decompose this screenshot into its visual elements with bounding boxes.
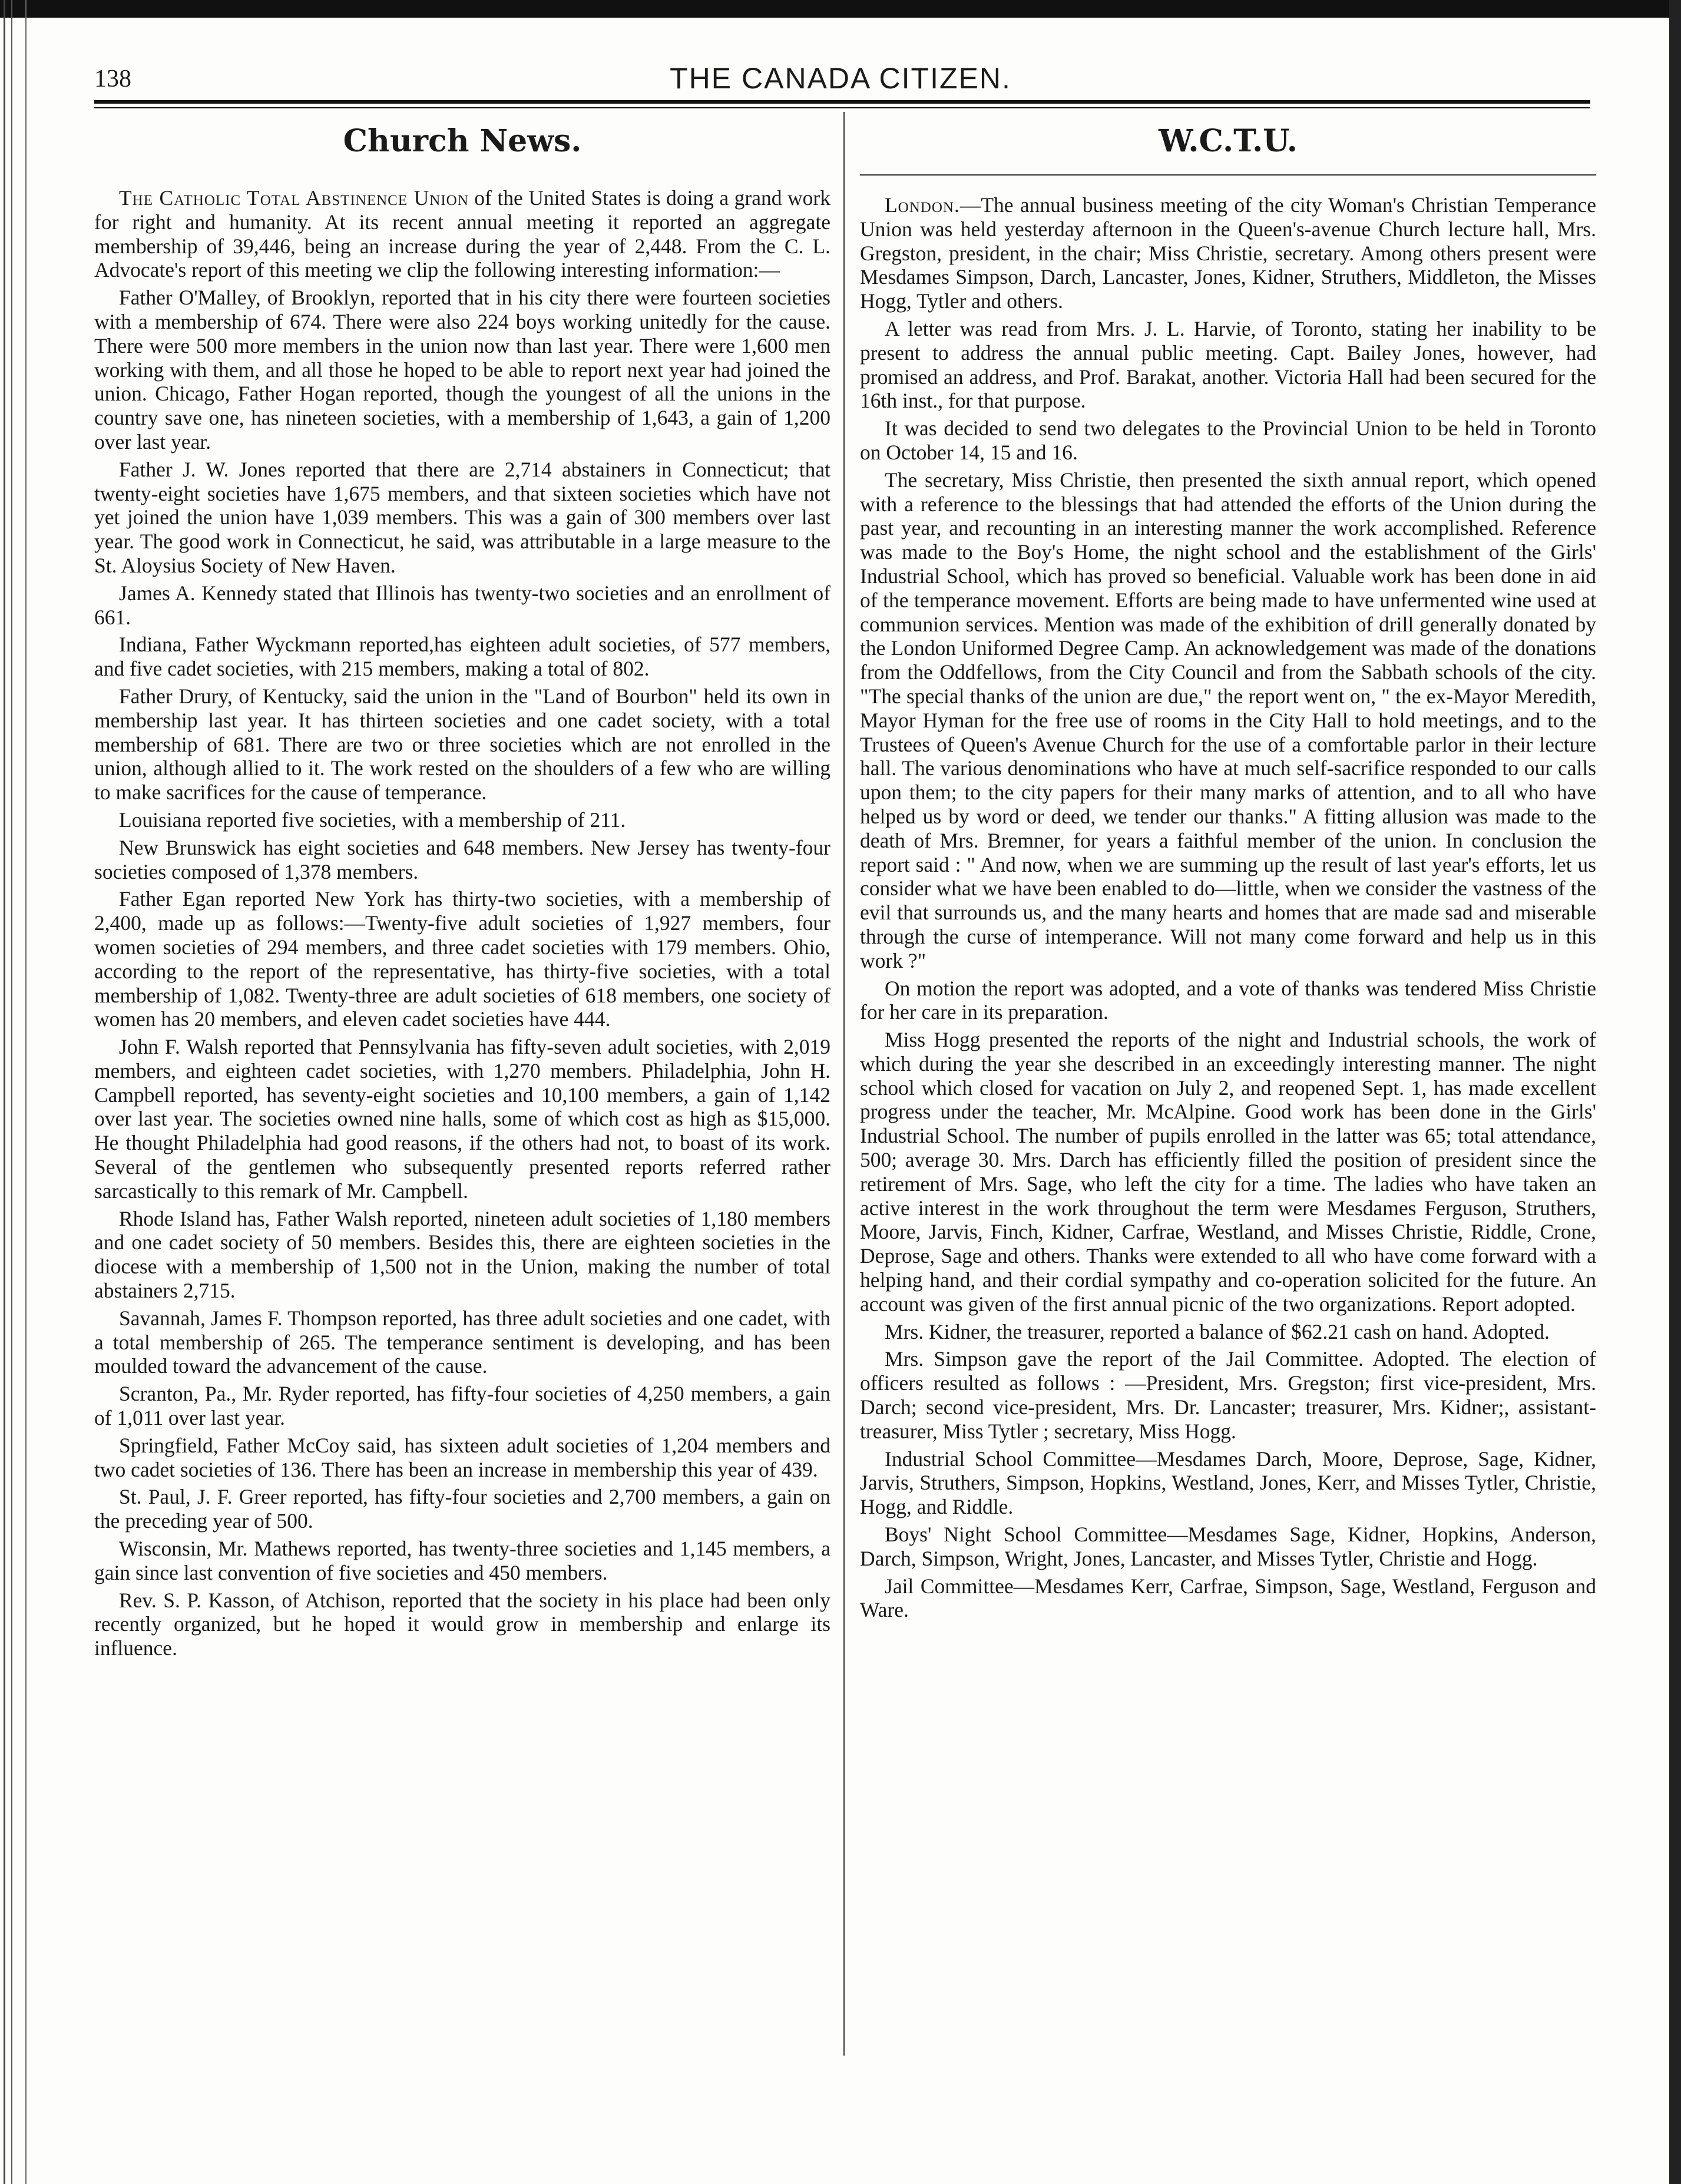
- article-paragraph: On motion the report was adopted, and a vote of thanks was tendered Miss Christie for her care in its preparation.: [860, 976, 1596, 1024]
- article-paragraph: Scranton, Pa., Mr. Ryder reported, has fifty-four societies of 4,250 members, a gain of 1,011 over last year.: [94, 1382, 830, 1430]
- article-paragraph: Springfield, Father McCoy said, has sixteen adult societies of 1,204 members and two cadet societies of 136. There has been an increase in membership this year of 439.: [94, 1433, 830, 1481]
- article-paragraph: The secretary, Miss Christie, then presented the sixth annual report, which opened with a reference to the blessings that had attended the efforts of the Union during the past year, and recounting in an interesting manner the work accomplished. Reference was made to the Boy's Home, the night school and the establishment of the Girls' Industrial School, which has proved so beneficial. Valuable work has been done in aid of the temperance movement. Efforts are being made to have unfermented wine used at communion services. Mention was made of the exhibition of drill generally donated by the London Uniformed Degree Camp. An acknowledgement was made of the donations from the Oddfellows, from the City Council and from the Sabbath schools of the city. "The special thanks of the union are due," the report went on, " the ex-Mayor Meredith, Mayor Hyman for the free use of rooms in the City Hall to hold meetings, and to the Trustees of Queen's Avenue Church for the use of a comfortable parlor in their lecture hall. The various denominations who have at much self-sacrifice responded to our calls upon them; to the city papers for their many marks of attention, and to all who have helped us by word or deed, we tender our thanks." A fitting allusion was made to the death of Mrs. Bremner, for years a faithful member of the union. In conclusion the report said : " And now, when we are summing up the result of last year's efforts, let us consider what we have been enabled to do—little, when we consider the vastness of the evil that surrounds us, and the many hearts and homes that are made sad and miserable through the curse of intemperance. Will not many come forward and help us in this work ?": [860, 468, 1596, 972]
- article-paragraph: John F. Walsh reported that Pennsylvania has fifty-seven adult societies, with 2,019 members, and eighteen cadet societies, with 1,270 members. Philadelphia, John H. Campbell reported, has seventy-eight societies and 10,100 members, a gain of 1,142 over last year. The societies owned nine halls, some of which cost as high as $15,000. He thought Philadelphia had good reasons, if the others had not, to boast of its work. Several of the gentlemen who subsequently presented reports referred rather sarcastically to this remark of Mr. Campbell.: [94, 1035, 830, 1203]
- scan-right-border: [1669, 0, 1681, 2184]
- wctu-column: [860, 118, 1596, 1626]
- church-news-heading: Church News.: [343, 123, 582, 159]
- article-paragraph: Boys' Night School Committee—Mesdames Sage, Kidner, Hopkins, Anderson, Darch, Simpson, Wright, Jones, Lancaster, and Misses Tytler, Christie and Hogg.: [860, 1523, 1596, 1570]
- article-paragraph: Father J. W. Jones reported that there are 2,714 abstainers in Connecticut; that twenty-eight societies have 1,675 members, and that sixteen societies which have not yet joined the union have 1,039 members. This was a gain of 300 members over last year. The good work in Connecticut, he said, was attributable in a large measure to the St. Aloysius Society of New Haven.: [94, 457, 830, 577]
- article-paragraph: St. Paul, J. F. Greer reported, has fifty-four societies and 2,700 members, a gain on the preceding year of 500.: [94, 1485, 830, 1533]
- article-paragraph: Father Egan reported New York has thirty-two societies, with a membership of 2,400, made up as follows:—Twenty-five adult societies of 1,927 members, four women societies of 294 members, and three cadet societies with 179 members. Ohio, according to the report of the representative, has thirty-five societies, with a total membership of 1,082. Twenty-three are adult societies of 618 members, one society of women has 20 members, and eleven cadet societies have 444.: [94, 887, 830, 1031]
- page-number: 138: [94, 65, 131, 92]
- article-paragraph: It was decided to send two delegates to the Provincial Union to be held in Toronto on October 14, 15 and 16.: [860, 416, 1596, 464]
- article-paragraph: [94, 186, 830, 282]
- scan-left-margin-rules: [4, 0, 27, 2184]
- article-paragraph: Wisconsin, Mr. Mathews reported, has twenty-three societies and 1,145 members, a gain since last convention of five societies and 450 members.: [94, 1537, 830, 1584]
- header-rule-thick: [94, 100, 1590, 104]
- paragraph-text: —The annual business meeting of the city Woman's Christian Temperance Union was held yesterday afternoon in the Queen's-avenue Church lecture hall, Mrs. Gregston, president, in the chair; Miss Christie, secretary. Among others present were Mesdames Simpson, Darch, Lancaster, Jones, Kidner, Struthers, Middleton, the Misses Hogg, Tytler and others.: [860, 193, 1596, 313]
- lead-small-caps: London.: [885, 193, 960, 217]
- running-title: THE CANADA CITIZEN.: [670, 62, 1011, 95]
- wctu-heading-rule: [860, 174, 1596, 176]
- article-paragraph: A letter was read from Mrs. J. L. Harvie, of Toronto, stating her inability to be present to address the annual public meeting. Capt. Bailey Jones, however, had promised an address, and Prof. Barakat, another. Victoria Hall had been secured for the 16th inst., for that purpose.: [860, 316, 1596, 413]
- article-paragraph: Indiana, Father Wyckmann reported,has eighteen adult societies, of 577 members, and five cadet societies, with 215 members, making a total of 802.: [94, 633, 830, 681]
- article-paragraph: Savannah, James F. Thompson reported, has three adult societies and one cadet, with a total membership of 265. The temperance sentiment is developing, and has been moulded toward the advancement of the cause.: [94, 1306, 830, 1378]
- wctu-heading: W.C.T.U.: [1159, 123, 1298, 159]
- article-paragraph: New Brunswick has eight societies and 648 members. New Jersey has twenty-four societies composed of 1,378 members.: [94, 835, 830, 883]
- article-paragraph: [860, 193, 1596, 313]
- church-news-column: [94, 118, 830, 1664]
- article-paragraph: Rev. S. P. Kasson, of Atchison, reported that the society in his place had been only recently organized, but he hoped it would grow in membership and enlarge its influence.: [94, 1588, 830, 1660]
- paragraph-text: of the United States is doing a grand work for right and humanity. At its recent annual meeting it reported an aggregate membership of 39,446, being an increase during the year of 2,448. From the C. L. Advocate's report of this meeting we clip the following interesting information:—: [94, 186, 830, 282]
- article-paragraph: Father Drury, of Kentucky, said the union in the "Land of Bourbon" held its own in membership last year. It has thirteen societies and one cadet society, with a total membership of 681. There are two or three societies which are not enrolled in the union, although allied to it. The work rested on the shoulders of a few who are willing to make sacrifices for the cause of temperance.: [94, 684, 830, 805]
- article-paragraph: Miss Hogg presented the reports of the night and Industrial schools, the work of which during the year she described in an exceedingly interesting manner. The night school which closed for vacation on July 2, and reopened Sept. 1, has made excellent progress under the teacher, Mr. McAlpine. Good work has been done in the Girls' Industrial School. The number of pupils enrolled in the latter was 65; total attendance, 500; average 30. Mrs. Darch has efficiently filled the position of president since the retirement of Mrs. Sage, who left the city for a time. The ladies who have taken an active interest in the work throughout the term were Mesdames Ferguson, Struthers, Moore, Jarvis, Finch, Kidner, Carfrae, Westland, and Misses Christie, Riddle, Crone, Deprose, Sage and others. Thanks were extended to all who have come forward with a helping hand, and their cordial sympathy and co-operation solicited for the future. An account was given of the first annual picnic of the two organizations. Report adopted.: [860, 1028, 1596, 1316]
- lead-small-caps: The Catholic Total Abstinence Union: [119, 186, 469, 210]
- article-paragraph: Jail Committee—Mesdames Kerr, Carfrae, Simpson, Sage, Westland, Ferguson and Ware.: [860, 1574, 1596, 1622]
- article-paragraph: James A. Kennedy stated that Illinois has twenty-two societies and an enrollment of 661.: [94, 581, 830, 629]
- column-divider: [843, 112, 845, 2056]
- article-paragraph: Louisiana reported five societies, with a membership of 211.: [119, 808, 626, 832]
- church-news-body: [94, 186, 830, 1660]
- scan-top-border: [0, 0, 1681, 18]
- header-rule-thin: [94, 107, 1590, 108]
- article-paragraph: Father O'Malley, of Brooklyn, reported that in his city there were fourteen societies with a membership of 674. There were also 224 boys working unitedly for the cause. There were 500 more members in the union now than last year. There were 1,600 men working with them, and all those he hoped to be able to report next year had joined the union. Chicago, Father Hogan reported, though the youngest of all the unions in the country save one, has nineteen societies, with a membership of 1,643, a gain of 1,200 over last year.: [94, 286, 830, 454]
- article-paragraph: Rhode Island has, Father Walsh reported, nineteen adult societies of 1,180 members and one cadet society of 50 members. Besides this, there are eighteen societies in the diocese with a membership of 1,500 not in the Union, making the number of total abstainers 2,715.: [94, 1206, 830, 1303]
- article-paragraph: Mrs. Simpson gave the report of the Jail Committee. Adopted. The election of officers resulted as follows : —President, Mrs. Gregston; first vice-president, Mrs. Darch; second vice-president, Mrs. Dr. Lancaster; treasurer, Mrs. Kidner;, assistant-treasurer, Miss Tytler ; secretary, Miss Hogg.: [860, 1347, 1596, 1443]
- article-paragraph: Mrs. Kidner, the treasurer, reported a balance of $62.21 cash on hand. Adopted.: [885, 1319, 1550, 1344]
- article-paragraph: Industrial School Committee—Mesdames Darch, Moore, Deprose, Sage, Kidner, Jarvis, Struthers, Simpson, Hopkins, Westland, Jones, Kerr, and Misses Tytler, Christie, Hogg, and Riddle.: [860, 1447, 1596, 1519]
- wctu-body: [860, 193, 1596, 1622]
